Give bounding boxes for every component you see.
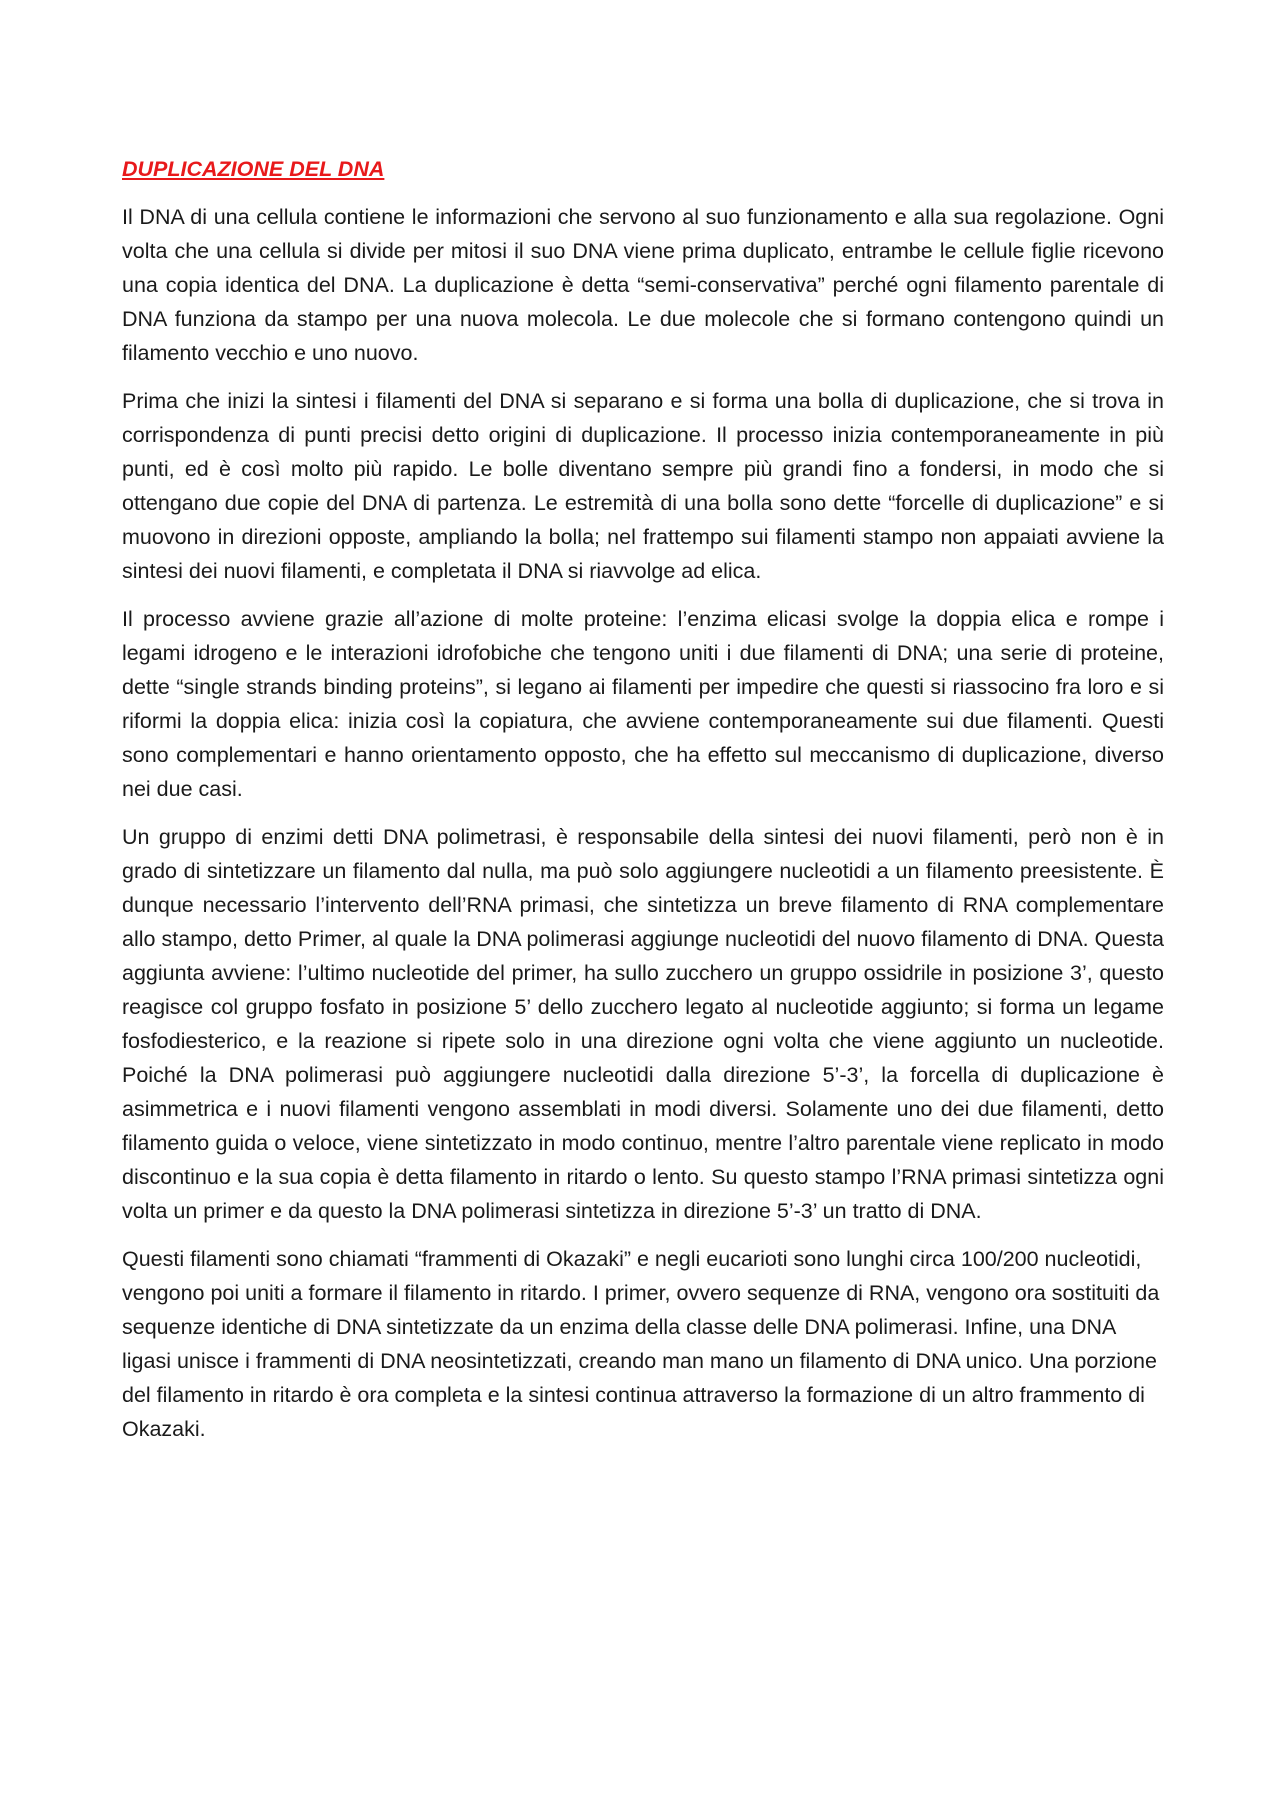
paragraph-replication-bubble: Prima che inizi la sintesi i filamenti del DNA si separano e si forma una bolla di duplicazione, che si trova in corrispondenza di punti precisi detto origini di duplicazione. Il processo inizia contemporaneamente in più punti, ed è così molto più rapido. Le bolle diventano sempre più grandi fino a fondersi, in modo che si ottengano due copie del DNA di partenza. Le estremità di una bolla sono dette “forcelle di duplicazione” e si muovono in direzioni opposte, ampliando la bolla; nel frattempo sui filamenti stampo non appaiati avviene la sintesi dei nuovi filamenti, e completata il DNA si riavvolge ad elica.: [122, 389, 1164, 583]
paragraph-okazaki-fragments: Questi filamenti sono chiamati “frammenti di Okazaki” e negli eucarioti sono lunghi circa 100/200 nucleotidi, vengono poi uniti a formare il filamento in ritardo. I primer, ovvero sequenze di RNA, vengono ora sostituiti da sequenze identiche di DNA sintetizzate da un enzima della classe delle DNA polimerasi. Infine, una DNA ligasi unisce i frammenti di DNA neosintetizzati, creando man mano un filamento di DNA unico. Una porzione del filamento in ritardo è ora completa e la sintesi continua attraverso la formazione di un altro frammento di Okazaki.: [122, 1247, 1160, 1441]
paragraph-intro: Il DNA di una cellula contiene le informazioni che servono al suo funzionamento e alla sua regolazione. Ogni volta che una cellula si divide per mitosi il suo DNA viene prima duplicato, entrambe le cellule figlie ricevono una copia identica del DNA. La duplicazione è detta “semi-conservativa” perché ogni filamento parentale di DNA funziona da stampo per una nuova molecola. Le due molecole che si formano contengono quindi un filamento vecchio e uno nuovo.: [122, 205, 1164, 365]
document-title: DUPLICAZIONE DEL DNA: [122, 157, 385, 181]
paragraph-dna-polymerase: Un gruppo di enzimi detti DNA polimetrasi, è responsabile della sintesi dei nuovi filamenti, però non è in grado di sintetizzare un filamento dal nulla, ma può solo aggiungere nucleotidi a un filamento preesistente. È dunque necessario l’intervento dell’RNA primasi, che sintetizza un breve filamento di RNA complementare allo stampo, detto Primer, al quale la DNA polimerasi aggiunge nucleotidi del nuovo filamento di DNA. Questa aggiunta avviene: l’ultimo nucleotide del primer, ha sullo zucchero un gruppo ossidrile in posizione 3’, questo reagisce col gruppo fosfato in posizione 5’ dello zucchero legato al nucleotide aggiunto; si forma un legame fosfodiesterico, e la reazione si ripete solo in una direzione ogni volta che viene aggiunto un nucleotide. Poiché la DNA polimerasi può aggiungere nucleotidi dalla direzione 5’-3’, la forcella di duplicazione è asimmetrica e i nuovi filamenti vengono assemblati in modi diversi. Solamente uno dei due filamenti, detto filamento guida o veloce, viene sintetizzato in modo continuo, mentre l’altro parentale viene replicato in modo discontinuo e la sua copia è detta filamento in ritardo o lento. Su questo stampo l’RNA primasi sintetizza ogni volta un primer e da questo la DNA polimerasi sintetizza in direzione 5’-3’ un tratto di DNA.: [122, 825, 1164, 1223]
document-body: [122, 152, 1164, 1460]
paragraph-proteins: Il processo avviene grazie all’azione di molte proteine: l’enzima elicasi svolge la doppia elica e rompe i legami idrogeno e le interazioni idrofobiche che tengono uniti i due filamenti di DNA; una serie di proteine, dette “single strands binding proteins”, si legano ai filamenti per impedire che questi si riassocino fra loro e si riformi la doppia elica: inizia così la copiatura, che avviene contemporaneamente sui due filamenti. Questi sono complementari e hanno orientamento opposto, che ha effetto sul meccanismo di duplicazione, diverso nei due casi.: [122, 607, 1164, 801]
